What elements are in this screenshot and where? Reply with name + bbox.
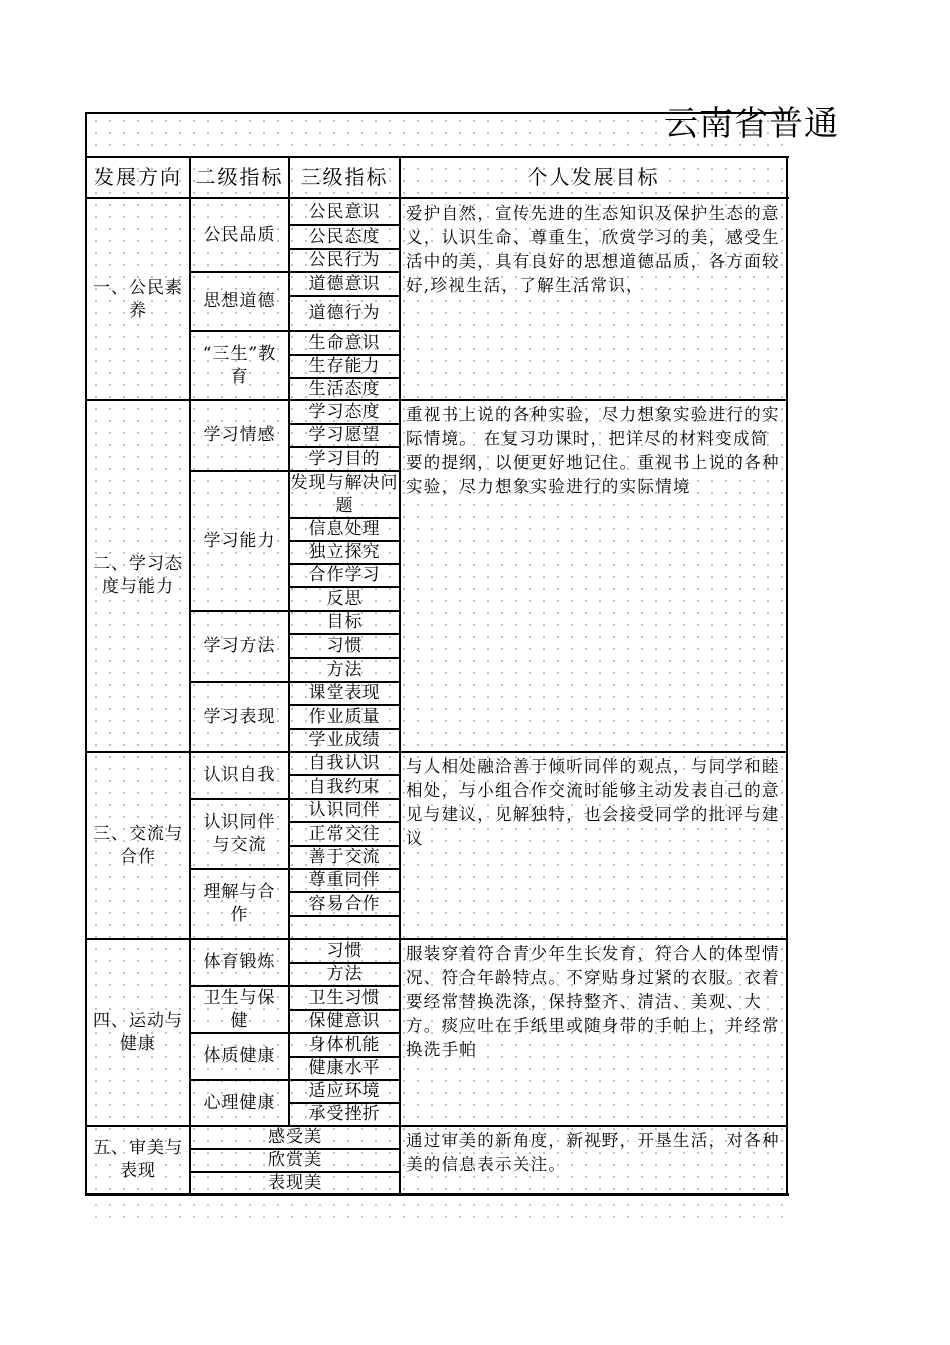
level2-divider <box>189 868 290 870</box>
header-divider <box>189 156 191 199</box>
level3-cell: 善于交流 <box>308 847 381 867</box>
level2-cell: 认识同伴与交流 <box>203 812 276 855</box>
level3-cell: 学业成绩 <box>308 730 381 750</box>
direction-cell: 五、审美与表现 <box>93 1138 183 1181</box>
direction-cell: 三、交流与合作 <box>93 823 183 867</box>
level3-cell: 生活态度 <box>308 378 381 399</box>
level2-cell: 学习表现 <box>203 706 276 727</box>
level3-divider <box>289 354 400 356</box>
level3-cell: 独立探究 <box>308 542 381 562</box>
column-divider <box>399 400 401 752</box>
level2-cell: 思想道德 <box>203 291 276 311</box>
level3-divider <box>289 330 400 332</box>
level3-cell: 身体机能 <box>308 1034 381 1055</box>
level3-divider <box>289 446 400 448</box>
level3-cell: 承受挫折 <box>308 1104 381 1124</box>
level3-cell: 自我认识 <box>308 753 381 773</box>
goal-text: 与人相处融洽善于倾听同伴的观点，与同学和睦相处，与小组合作交流时能够主动发表自己的意见与建议，见解独特，也会接受同学的批评与建议 <box>406 757 780 848</box>
level3-cell: 适应环境 <box>308 1081 381 1101</box>
level3-divider <box>289 681 400 683</box>
level3-cell: 学习态度 <box>308 401 381 422</box>
level2-divider <box>189 798 290 800</box>
level3-divider <box>289 657 400 659</box>
header-direction: 发展方向 <box>94 165 182 189</box>
direction-cell: 四、运动与健康 <box>93 1010 183 1054</box>
goal-text: 通过审美的新角度，新视野，开垦生活，对各种美的信息表示关注。 <box>406 1131 780 1174</box>
level2-divider <box>189 271 290 273</box>
level3-cell: 反思 <box>326 588 363 609</box>
level3-divider <box>289 248 400 250</box>
level2-divider <box>189 610 290 612</box>
page-title: 云南省普通 <box>664 104 839 144</box>
level3-divider <box>289 704 400 706</box>
level3-divider <box>289 423 400 425</box>
level3-cell: 学习目的 <box>308 448 381 469</box>
level3-cell: 道德行为 <box>308 303 381 323</box>
header-level3: 三级指标 <box>300 165 389 189</box>
column-divider <box>399 199 401 400</box>
header-divider <box>288 156 290 199</box>
header-goal: 个人发展目标 <box>527 165 660 189</box>
level3-divider <box>289 915 400 917</box>
level3-divider <box>289 1056 400 1058</box>
level3-cell: 认识同伴 <box>308 800 381 820</box>
direction-cell: 二、学习态度与能力 <box>93 554 183 597</box>
level3-cell: 习惯 <box>326 635 363 656</box>
level3-divider <box>289 517 400 519</box>
level2-cell: 公民品质 <box>203 225 276 245</box>
level2-cell: 心理健康 <box>203 1092 276 1113</box>
goal-text: 重视书上说的各种实验，尽力想象实验进行的实际情境。 在复习功课时，把详尽的材料变成简要的提纲，以便更好地记住。重视书上说的各种实验，尽力想象实验进行的实际情境 <box>406 405 780 496</box>
level3-divider <box>289 821 400 823</box>
level2-cell: 认识自我 <box>203 765 276 785</box>
level3-divider <box>289 1032 400 1034</box>
level3-divider <box>289 891 400 893</box>
level3-cell: 生存能力 <box>308 356 381 376</box>
level3-divider <box>289 540 400 542</box>
right-border <box>786 156 788 1196</box>
level3-cell: 卫生习惯 <box>308 987 381 1008</box>
level3-divider <box>289 868 400 870</box>
goal-text: 服装穿着符合青少年生长发育，符合人的体型情况、符合年龄特点。不穿贴身过紧的衣服。衣着要经常替换洗涤，保持整齐、清洁、美观、大方。痰应吐在手纸里或随身带的手帕上，并经常换洗手帕 <box>406 944 780 1059</box>
level3-cell: 公民行为 <box>308 250 381 270</box>
level2-cell: 卫生与保健 <box>203 987 276 1031</box>
level2-cell: “三生”教育 <box>202 343 277 387</box>
level3-divider <box>289 633 400 635</box>
level3-cell: 容易合作 <box>308 893 381 914</box>
level3-cell: 保健意识 <box>308 1011 381 1031</box>
level2-divider <box>189 1032 290 1034</box>
level2-cell: 体质健康 <box>203 1046 276 1066</box>
level3-cell: 公民意识 <box>308 201 381 222</box>
level2-cell: 体育锻炼 <box>203 952 276 972</box>
level3-cell: 公民态度 <box>308 226 381 247</box>
level2-divider <box>189 1079 290 1081</box>
level2-divider <box>189 985 290 987</box>
level2-cell: 学习能力 <box>203 530 276 551</box>
level3-divider <box>289 470 400 472</box>
level3-divider <box>289 377 400 379</box>
level3-cell: 健康水平 <box>308 1058 381 1078</box>
level3-cell: 自我约束 <box>308 776 381 797</box>
direction-cell: 一、公民素养 <box>93 277 183 321</box>
level3-cell: 目标 <box>326 612 363 632</box>
spreadsheet-grid-below <box>86 1196 788 1222</box>
level3-cell: 合作学习 <box>308 565 381 585</box>
level3-divider <box>289 224 400 226</box>
level3-divider <box>289 845 400 847</box>
level3-divider <box>289 271 400 273</box>
level3-cell: 表现美 <box>268 1172 322 1193</box>
level3-divider <box>289 985 400 987</box>
level3-divider <box>289 962 400 964</box>
level3-cell: 感受美 <box>268 1127 322 1147</box>
level3-divider <box>289 1009 400 1011</box>
level3-cell: 学习愿望 <box>308 425 381 445</box>
level3-divider <box>289 798 400 800</box>
level3-cell: 发现与解决问题 <box>290 472 399 516</box>
level3-divider <box>289 774 400 776</box>
header-level2: 二级指标 <box>195 165 284 189</box>
level3-cell <box>290 916 399 939</box>
level3-cell: 道德意识 <box>308 273 381 294</box>
level3-cell: 方法 <box>326 964 363 984</box>
level3-divider <box>289 728 400 730</box>
level2-divider <box>189 470 290 472</box>
level3-divider <box>289 295 400 297</box>
level3-divider <box>289 1102 400 1104</box>
level2-cell: 学习方法 <box>203 636 276 656</box>
level2-divider <box>189 330 290 332</box>
level2-divider <box>189 681 290 683</box>
level3-cell: 正常交往 <box>308 823 381 844</box>
level3-divider <box>190 1171 400 1173</box>
level3-divider <box>289 610 400 612</box>
level3-cell: 欣赏美 <box>268 1150 322 1170</box>
level3-cell: 课堂表现 <box>308 683 381 703</box>
goal-text: 爱护自然，宣传先进的生态知识及保护生态的意义，认识生命、尊重生，欣赏学习的美，感受生活中的美，具有良好的思想道德品质，各方面较好,珍视生活，了解生活常识， <box>406 204 780 295</box>
header-divider <box>399 156 401 199</box>
level3-cell: 方法 <box>326 659 363 680</box>
level3-divider <box>289 563 400 565</box>
level3-cell: 作业质量 <box>308 706 381 727</box>
level3-divider <box>190 1148 400 1150</box>
level3-cell: 信息处理 <box>308 519 381 539</box>
level2-cell: 学习情感 <box>203 425 276 445</box>
column-divider <box>399 1126 401 1194</box>
level3-cell: 尊重同伴 <box>308 870 381 890</box>
level3-divider <box>289 586 400 588</box>
level3-cell: 习惯 <box>326 940 363 961</box>
level3-divider <box>289 1079 400 1081</box>
level3-cell: 生命意识 <box>308 332 381 353</box>
level2-cell: 理解与合作 <box>203 882 276 925</box>
